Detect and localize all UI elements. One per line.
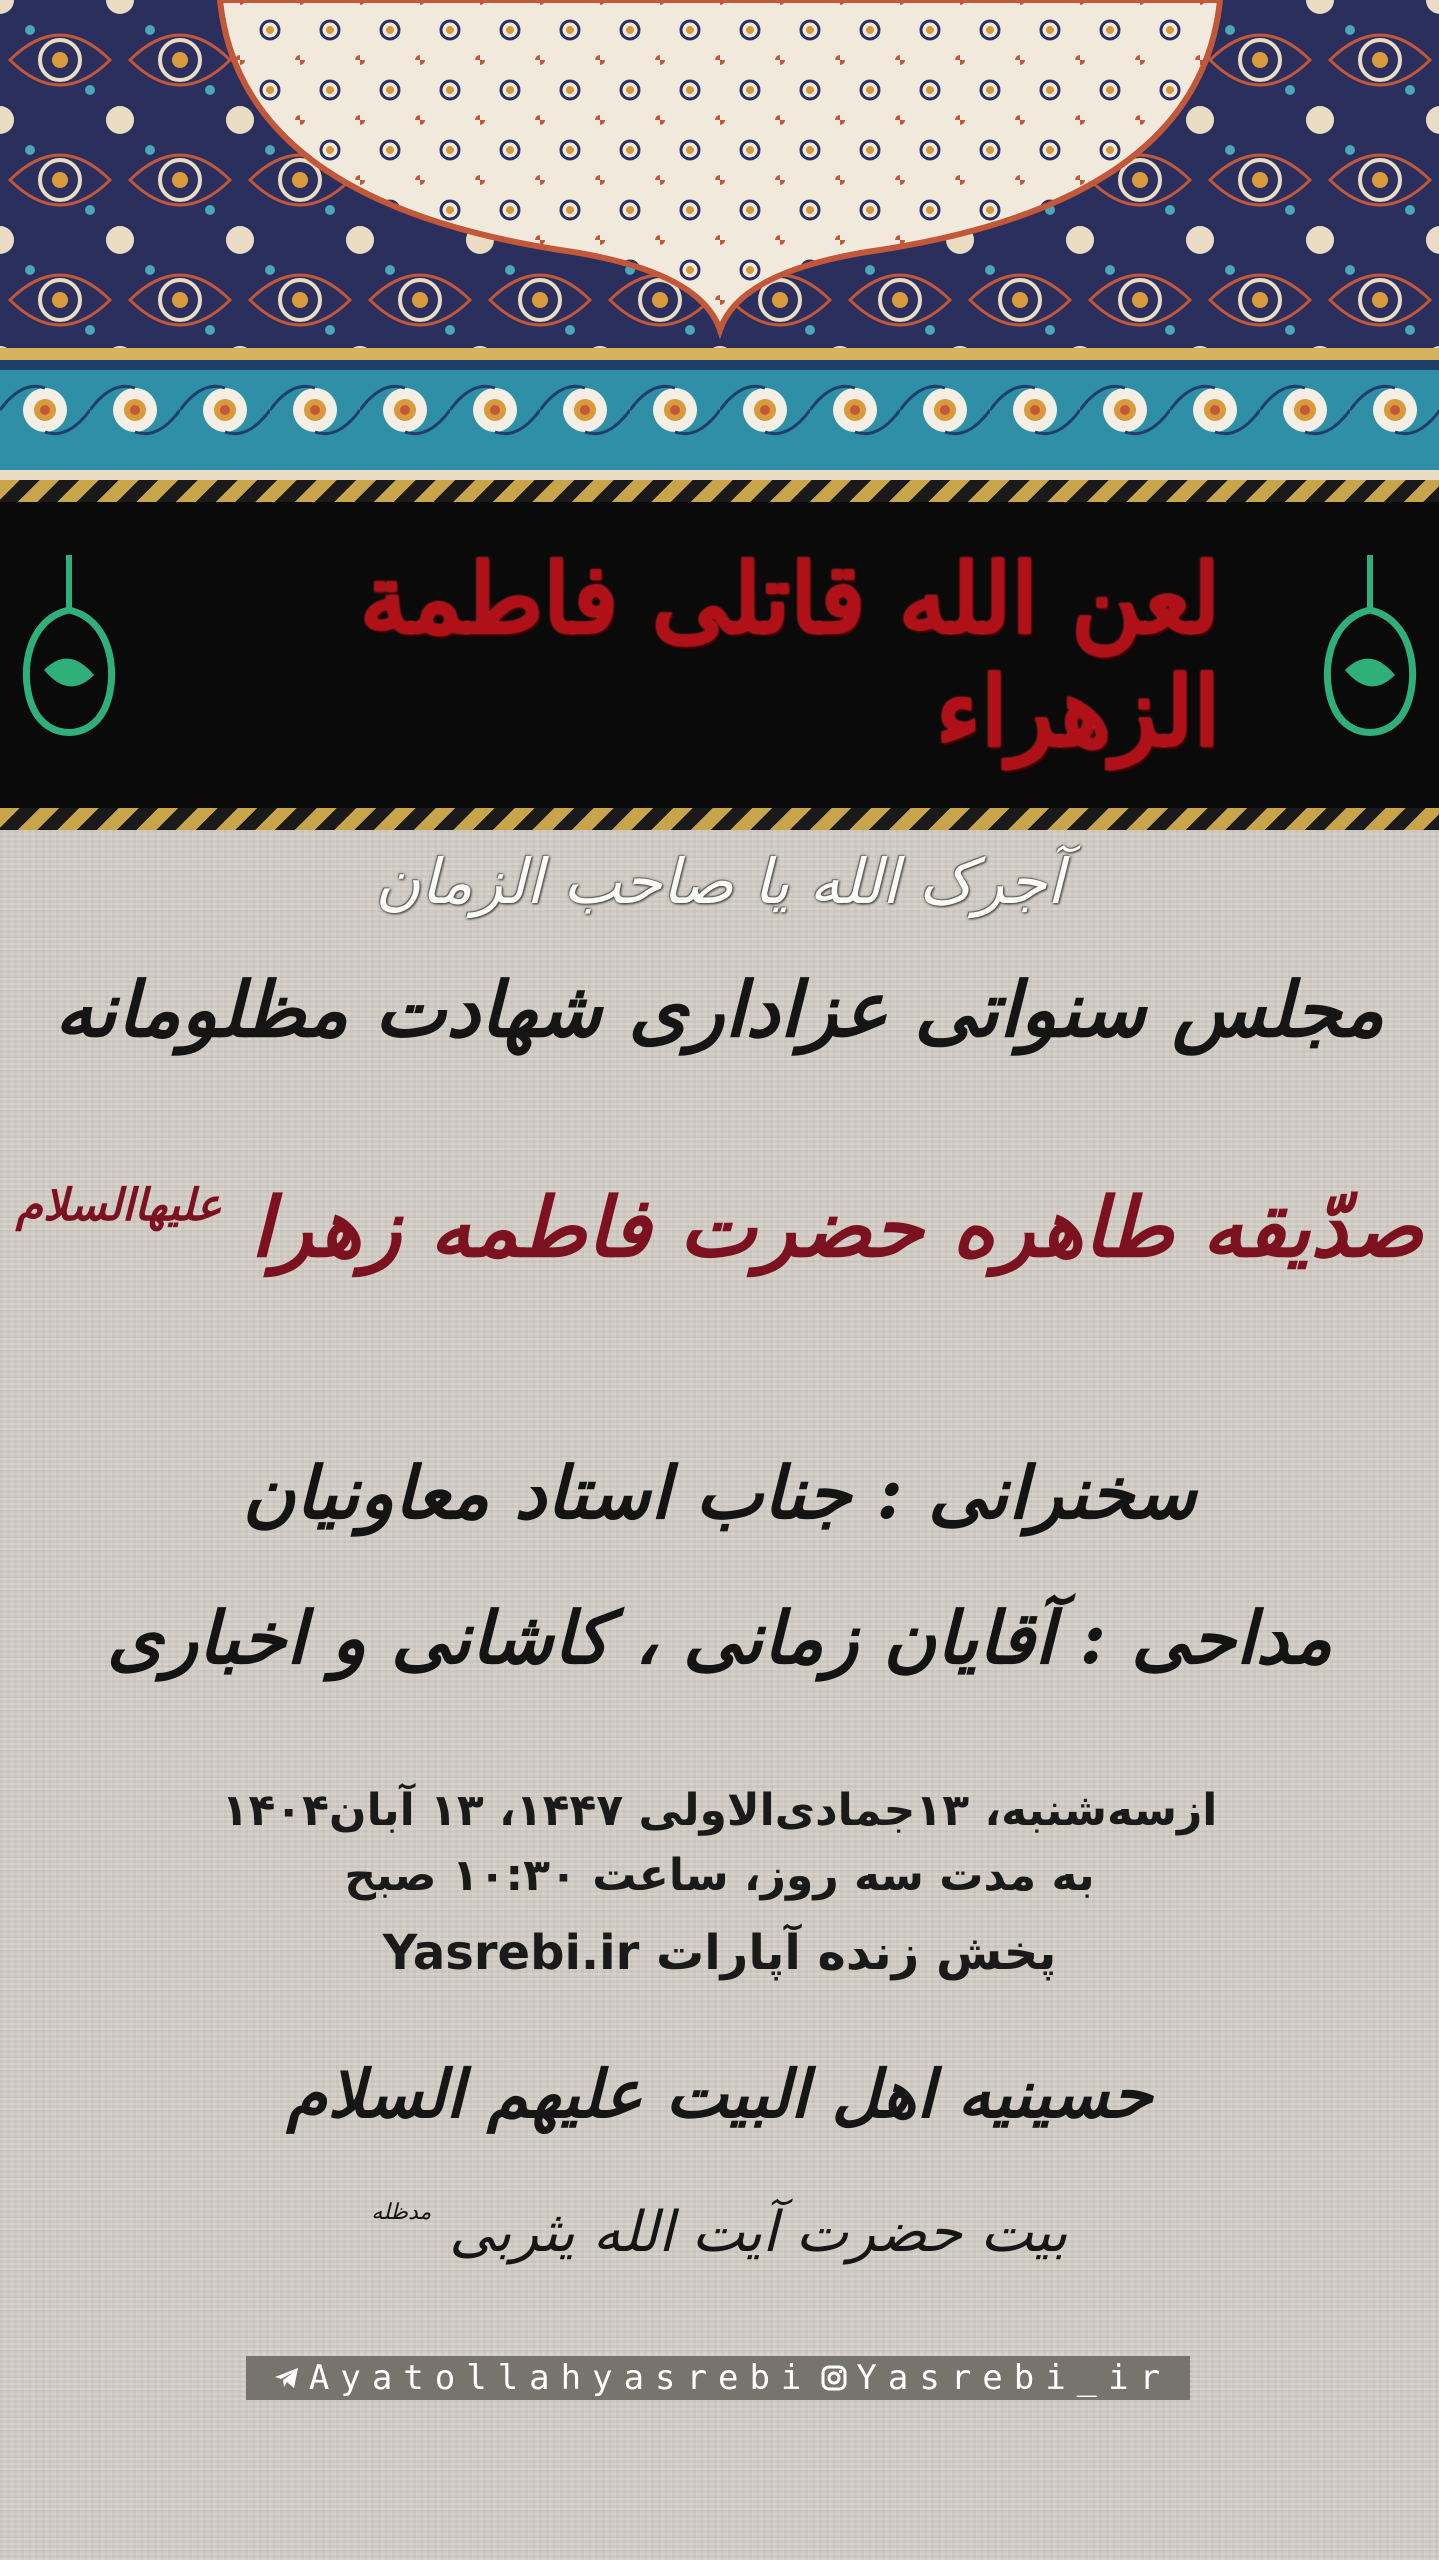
mourning-banner [0,480,1439,830]
telegram-icon [273,2364,301,2392]
banner-curse-text: لعن الله قاتلی فاطمة الزهراء [359,542,1220,768]
venue-hussainiya: حسینیه اهل البیت علیهم السلام [286,2055,1153,2133]
venue-beit-honorific: مدظله [371,2200,432,2225]
emblem-right-icon [1315,550,1425,750]
schedule-duration: به مدت سه روز، ساعت ۱۰:۳۰ صبح [344,1850,1095,1901]
event-title-honorific: علیهاالسلام [15,1180,222,1231]
speaker-line: سخنرانی : جناب استاد معاونیان [242,1450,1197,1535]
banner-border-bottom [0,808,1439,830]
event-title-name: صدّیقه طاهره حضرت فاطمه زهرا [250,1180,1424,1276]
schedule-date: ازسه‌شنبه، ۱۳جمادی‌الاولی ۱۴۴۷، ۱۳ آبان۱۴۰۴ [221,1785,1218,1836]
social-footer [246,2356,1190,2400]
mourners-line: مداحی : آقایان زمانی ، کاشانی و اخباری [106,1595,1333,1680]
event-title-line1: مجلس سنواتی عزاداری شهادت مظلومانه [54,965,1385,1054]
event-title-line2 [0,1180,1439,1276]
live-stream-info: پخش زنده آپارات Yasrebi.ir [382,1925,1057,1981]
venue-beit-name: بیت حضرت آیت الله یثربی [449,2200,1068,2265]
instagram-icon [820,2364,848,2392]
venue-beit [0,2200,1439,2265]
tilework-top-decoration [0,0,1439,360]
banner-border-top [0,480,1439,502]
blessing-text: آجرک الله یا صاحب الزمان [375,845,1064,918]
telegram-handle: Ayatollahyasrebi [308,2358,813,2398]
emblem-left-icon [14,550,124,750]
instagram-handle: Yasrebi_ir [856,2358,1172,2398]
tilework-band-decoration [0,360,1439,480]
